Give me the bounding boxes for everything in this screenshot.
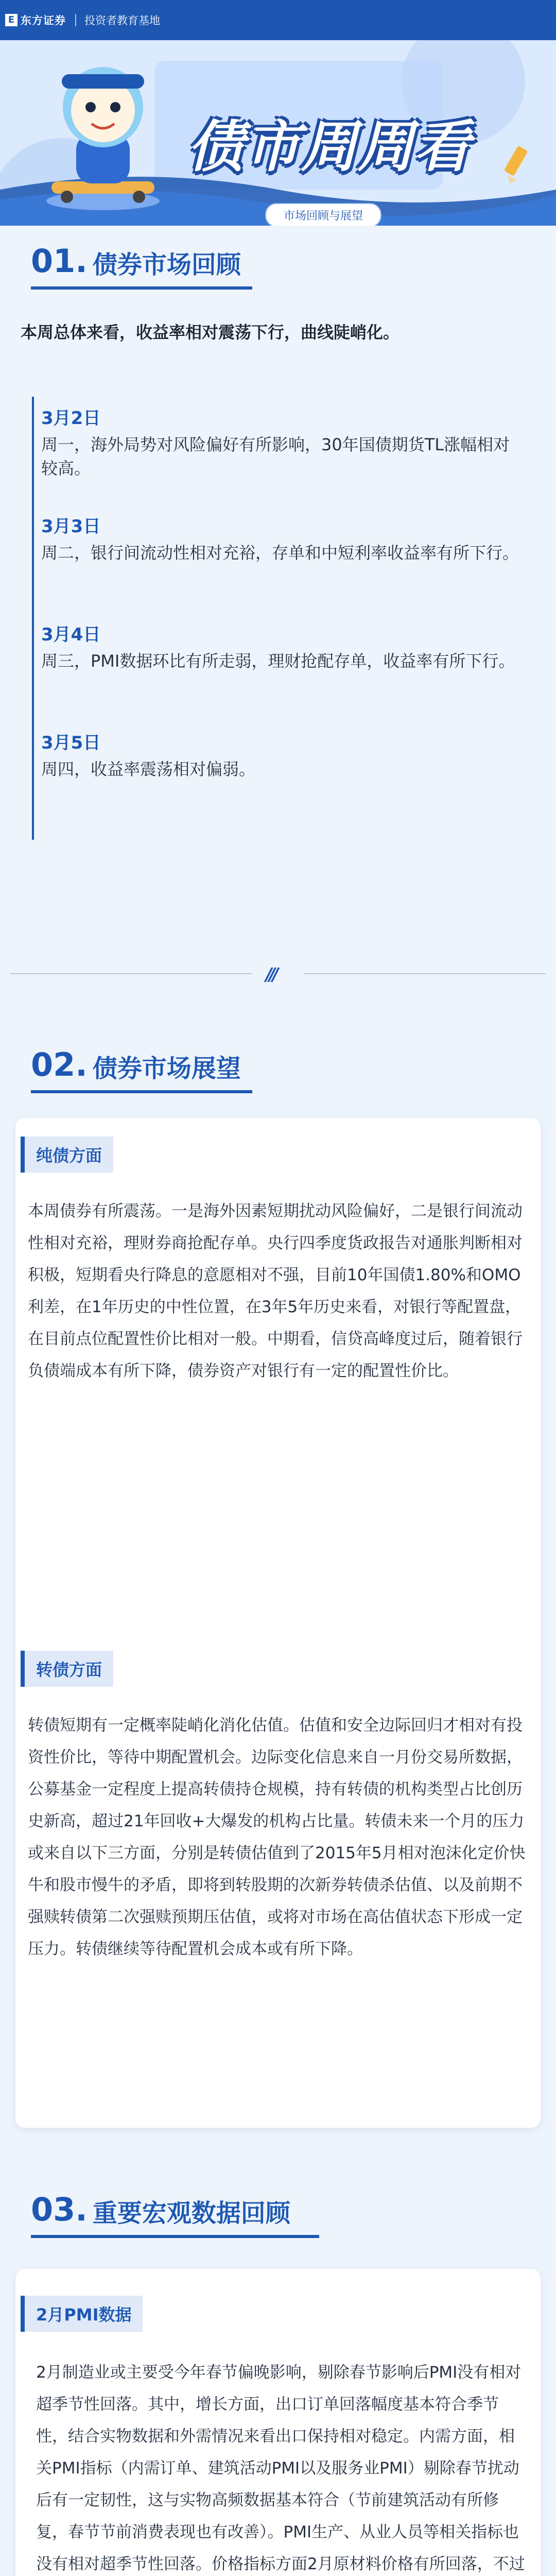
section2-underline — [31, 1090, 252, 1093]
section3-title: 重要宏观数据回顾 — [92, 2199, 290, 2228]
section2-title: 债券市场展望 — [92, 1054, 241, 1083]
hero-subtitle-pill: 市场回顾与展望 — [265, 203, 381, 226]
timeline-item — [41, 732, 525, 781]
hero-title: 债市周周看 — [188, 115, 472, 179]
timeline-item — [41, 407, 525, 480]
section3-number: 03. — [31, 2191, 88, 2228]
section2-tag-bond: 纯债方面 — [21, 1137, 113, 1173]
section3-card — [15, 2269, 541, 2576]
section2-text-bond: 本周债券有所震荡。一是海外因素短期扰动风险偏好，二是银行间流动性相对充裕，理财券商抢配存单。央行四季度货政报告对通胀判断相对积极，短期看央行降息的意愿相对不强，目前10年国债1.80%和OMO利差，在1年历史的中性位置，在3年5年历史来看，对银行等配置盘，在目前点位配置性价比相对一般。中期看，信贷高峰度过后，随着银行负债端成本有所下降，债券资产对银行有一定的配置性价比。 — [28, 1202, 523, 1380]
section3-underline — [31, 2235, 319, 2238]
brand-subtitle: 投资者教育基地 — [84, 14, 160, 27]
brand-name: 东方证券 — [21, 14, 66, 27]
section2-card — [15, 1118, 541, 2128]
timeline-item — [41, 515, 525, 565]
timeline-item — [41, 623, 525, 673]
section2-text-convertible: 转债短期有一定概率陡峭化消化估值。估值和安全边际回归才相对有投资性价比，等待中期配置机会。边际变化信息来自一月份交易所数据，公募基金一定程度上提高转债持仓规模，持有转债的机构类型占比创历史新高，超过21年回收+大爆发的机构占比量。转债未来一个月的压力或来自以下三方面，分别是转债估值到了2015年5月相对泡沫化定价快牛和股市慢牛的矛盾，即将到转股期的次新券转债杀估值、以及前期不强赎转债第二次强赎预期压估值，或将对市场在高估值状态下形成一定压力。转债继续等待配置机会成本或有所下降。 — [28, 1716, 526, 1958]
section3-heading — [31, 2191, 290, 2228]
section1-lead: 本周总体来看，收益率相对震荡下行，曲线陡峭化。 — [21, 323, 400, 342]
timeline-text: 周四，收益率震荡相对偏弱。 — [41, 759, 256, 779]
hero-banner — [0, 40, 556, 226]
timeline-date: 3月2日 — [41, 408, 101, 429]
mascot-icon — [31, 46, 175, 216]
section1-heading — [31, 242, 241, 280]
pencil-icon — [494, 143, 535, 184]
brand-separator — [75, 14, 76, 26]
section1-title: 债券市场回顾 — [92, 250, 241, 279]
timeline-date: 3月5日 — [41, 733, 101, 753]
timeline-text: 周一，海外局势对风险偏好有所影响，30年国债期货TL涨幅相对较高。 — [41, 435, 510, 478]
brand[interactable] — [0, 0, 160, 40]
top-bar — [0, 0, 556, 40]
section3-tag: 2月PMI数据 — [21, 2296, 143, 2332]
section2-tag-convertible: 转债方面 — [21, 1651, 113, 1687]
section2-heading — [31, 1046, 241, 1083]
timeline-text: 周二，银行间流动性相对充裕，存单和中短利率收益率有所下行。 — [41, 543, 519, 563]
timeline-text: 周三，PMI数据环比有所走弱，理财抢配存单，收益率有所下行。 — [41, 651, 515, 671]
section-divider — [0, 962, 556, 985]
section1-underline — [31, 286, 252, 290]
section1-number: 01. — [31, 242, 88, 280]
timeline-date: 3月4日 — [41, 624, 101, 645]
divider-slash-icon: /// — [266, 964, 276, 985]
section3-para1: 2月制造业或主要受今年春节偏晚影响，剔除春节影响后PMI没有相对超季节性回落。其中，增长方面，出口订单回落幅度基本符合季节性，结合实物数据和外需情况来看出口保持相对稳定。内需方面，相关PMI指标（内需订单、建筑活动PMI以及服务业PMI）剔除春节扰动后有一定韧性，这与实物高频数据基本符合（节前建筑活动有所修复，春节节前消费表现也有改善）。PMI生产、从业人员等相关指标也没有相对超季节性回落。价格指标方面2月原材料价格有所回落，不过 — [36, 2363, 525, 2573]
timeline-date: 3月3日 — [41, 516, 101, 537]
brand-logo-icon: E — [5, 14, 18, 26]
section2-number: 02. — [31, 1046, 88, 1083]
section1-timeline — [32, 397, 34, 840]
